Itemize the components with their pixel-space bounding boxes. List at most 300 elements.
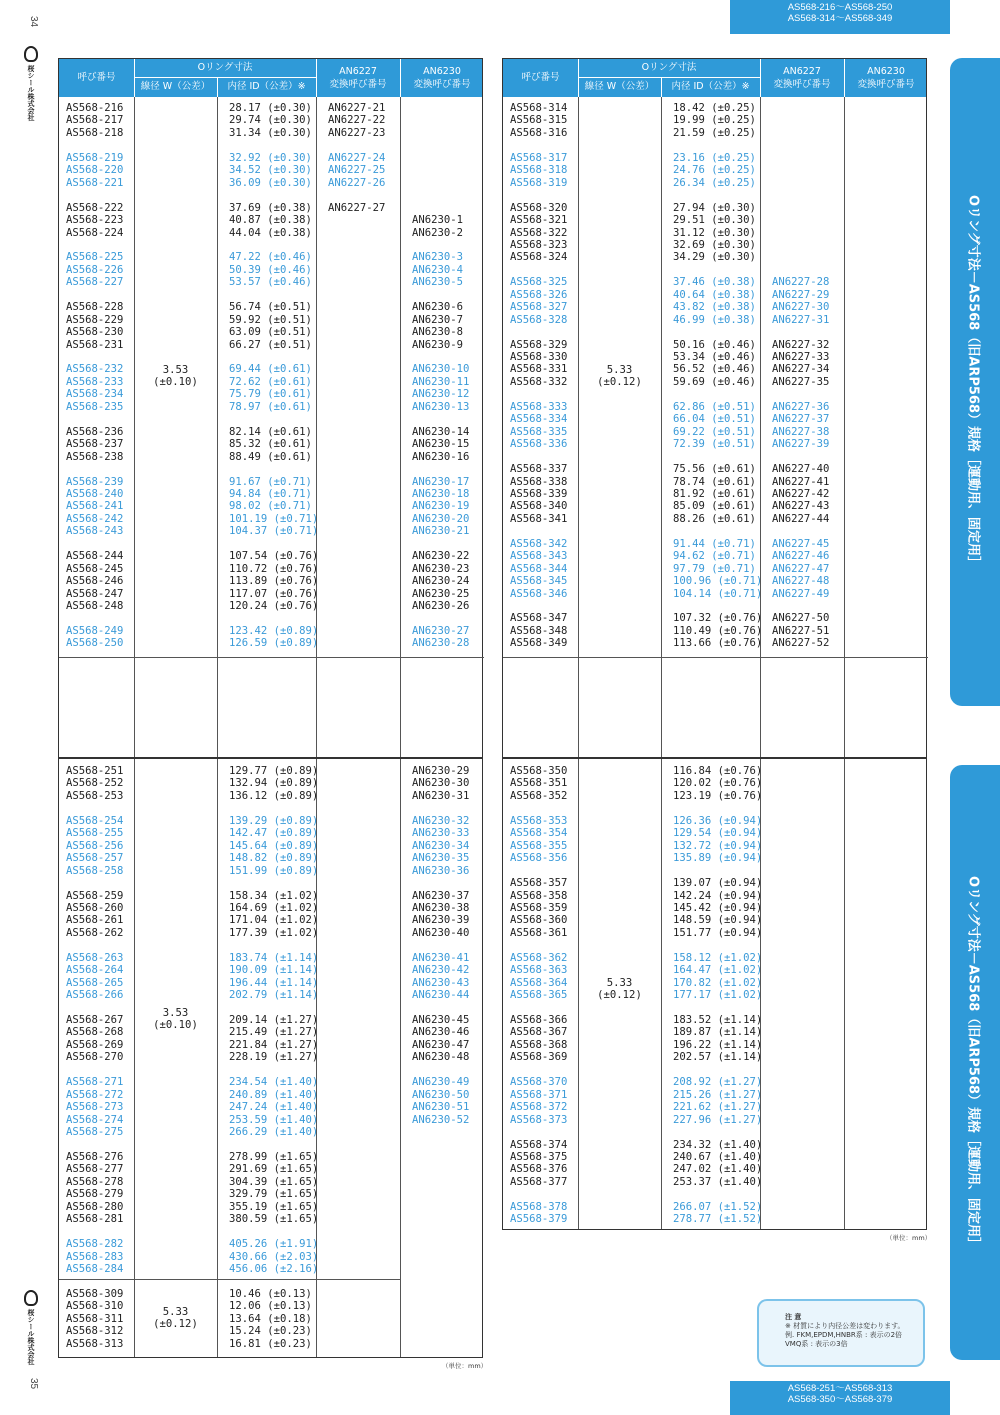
table-cell-inner-diameter: 43.82 (±0.38): [673, 301, 756, 314]
table-cell-an6230: AN6230-24: [412, 575, 470, 588]
table-cell-name: AS568-280: [66, 1200, 124, 1213]
header-column-divider: [578, 59, 579, 97]
table-cell-inner-diameter: 240.67 (±1.40): [673, 1150, 763, 1163]
header-an6230-conv: 変換呼び番号: [413, 79, 471, 90]
table-cell-inner-diameter: 120.24 (±0.76): [229, 600, 319, 612]
table-cell-inner-diameter: 19.99 (±0.25): [673, 114, 756, 127]
table-cell-name: AS568-340: [510, 500, 568, 513]
table-cell-inner-diameter: 227.96 (±1.27): [673, 1113, 763, 1126]
company-logo-bottom: [24, 1290, 38, 1365]
table-cell-inner-diameter: 209.14 (±1.27): [229, 1014, 319, 1026]
table-cell-inner-diameter: 27.94 (±0.30): [673, 201, 756, 214]
table-cell-inner-diameter: 329.79 (±1.65): [229, 1188, 319, 1201]
table-cell-name: AS568-223: [66, 214, 124, 227]
table-cell-name: AS568-335: [510, 425, 568, 438]
column-divider: [134, 97, 135, 757]
table-cell-name: AS568-333: [510, 400, 568, 413]
table-cell-an6227: AN6227-52: [772, 637, 830, 650]
table-cell-an6227: AN6227-39: [772, 438, 830, 451]
table-cell-an6227: AN6227-45: [772, 537, 830, 550]
table-cell-name: AS568-283: [66, 1250, 124, 1263]
table-cell-an6227: AN6227-38: [772, 425, 830, 438]
column-divider: [316, 97, 317, 757]
header-inner-diameter: 内径 ID（公差）※: [227, 81, 306, 92]
table-cell-name: AS568-221: [66, 176, 124, 189]
table-cell-an6230: AN6230-35: [412, 852, 470, 865]
table-cell-an6230: AN6230-30: [412, 777, 470, 790]
table-cell-name: AS568-216: [66, 102, 124, 114]
table-cell-name: AS568-372: [510, 1101, 568, 1114]
table-cell-an6230: AN6230-44: [412, 989, 470, 1002]
table-cell-an6230: AN6230-38: [412, 901, 470, 914]
table-cell-an6230: AN6230-40: [412, 926, 470, 939]
table-cell-inner-diameter: 202.57 (±1.14): [673, 1051, 763, 1064]
table-cell-an6230: AN6230-27: [412, 624, 470, 637]
table-cell-an6230: AN6230-3: [412, 251, 464, 264]
oring-table-bottom-left: [58, 758, 483, 1358]
table-cell-name: AS568-233: [66, 375, 124, 388]
table-cell-width-tolerance: (±0.10): [153, 1019, 198, 1032]
table-cell-name: AS568-273: [66, 1101, 124, 1114]
table-cell-name: AS568-219: [66, 151, 124, 164]
table-cell-inner-diameter: 32.69 (±0.30): [673, 238, 756, 251]
table-cell-name: AS568-253: [66, 789, 124, 802]
table-cell-inner-diameter: 29.74 (±0.30): [229, 114, 312, 127]
table-cell-inner-diameter: 94.62 (±0.71): [673, 550, 756, 563]
banner-line: AS568-314～AS568-349: [787, 13, 893, 24]
header-width: 線径 W（公差）: [140, 81, 211, 92]
table-cell-width-tolerance: (±0.12): [597, 376, 642, 389]
table-cell-name: AS568-234: [66, 388, 124, 401]
table-cell-name: AS568-254: [66, 814, 124, 827]
table-cell-an6230: AN6230-29: [412, 765, 470, 777]
table-cell-inner-diameter: 40.64 (±0.38): [673, 288, 756, 301]
table-header: [503, 59, 926, 97]
table-cell-an6230: AN6230-20: [412, 512, 470, 525]
table-cell-width: 5.33: [606, 977, 633, 989]
table-cell-name: AS568-326: [510, 288, 568, 301]
table-cell-name: AS568-347: [510, 612, 568, 625]
table-cell-name: AS568-259: [66, 889, 124, 902]
header-column-divider: [400, 59, 401, 97]
table-cell-name: AS568-378: [510, 1200, 568, 1213]
table-cell-an6227: AN6227-36: [772, 400, 830, 413]
table-cell-name: AS568-252: [66, 777, 124, 790]
table-cell-inner-diameter: 94.84 (±0.71): [229, 487, 312, 500]
material-note: [757, 1299, 925, 1367]
table-cell-an6230: AN6230-8: [412, 326, 464, 339]
table-cell-inner-diameter: 135.89 (±0.94): [673, 852, 763, 865]
table-cell-an6227: AN6227-47: [772, 562, 830, 575]
table-cell-inner-diameter: 139.07 (±0.94): [673, 877, 763, 890]
header-name: 呼び番号: [77, 72, 116, 83]
table-cell-name: AS568-237: [66, 438, 124, 451]
table-cell-name: AS568-374: [510, 1138, 568, 1151]
table-cell-an6230: AN6230-26: [412, 600, 470, 612]
column-divider: [760, 97, 761, 757]
table-cell-inner-diameter: 123.19 (±0.76): [673, 789, 763, 802]
table-cell-an6227: AN6227-37: [772, 413, 830, 426]
table-cell-inner-diameter: 72.39 (±0.51): [673, 438, 756, 451]
oring-table-top-left: [58, 58, 483, 758]
table-cell-width-tolerance: (±0.10): [153, 376, 198, 389]
table-cell-name: AS568-346: [510, 587, 568, 600]
table-cell-name: AS568-276: [66, 1150, 124, 1163]
table-cell-inner-diameter: 291.69 (±1.65): [229, 1163, 319, 1176]
table-cell-name: AS568-268: [66, 1026, 124, 1039]
table-cell-inner-diameter: 16.81 (±0.23): [229, 1337, 312, 1350]
table-cell-name: AS568-248: [66, 600, 124, 612]
table-cell-inner-diameter: 177.39 (±1.02): [229, 926, 319, 939]
column-divider: [400, 97, 401, 757]
table-cell-name: AS568-350: [510, 765, 568, 777]
table-cell-inner-diameter: 304.39 (±1.65): [229, 1175, 319, 1188]
table-cell-an6227: AN6227-30: [772, 301, 830, 314]
table-cell-name: AS568-312: [66, 1325, 124, 1338]
table-cell-inner-diameter: 13.64 (±0.18): [229, 1312, 312, 1325]
table-cell-an6230: AN6230-15: [412, 438, 470, 451]
table-cell-name: AS568-357: [510, 877, 568, 890]
table-cell-inner-diameter: 164.69 (±1.02): [229, 901, 319, 914]
table-cell-width: 3.53: [162, 1007, 189, 1019]
table-cell-name: AS568-327: [510, 301, 568, 314]
column-divider: [844, 97, 845, 757]
table-cell-inner-diameter: 208.92 (±1.27): [673, 1076, 763, 1089]
table-cell-an6230: AN6230-23: [412, 562, 470, 575]
table-cell-inner-diameter: 113.89 (±0.76): [229, 575, 319, 588]
table-cell-name: AS568-371: [510, 1088, 568, 1101]
table-cell-name: AS568-342: [510, 537, 568, 550]
table-cell-name: AS568-218: [66, 126, 124, 139]
table-cell-name: AS568-351: [510, 777, 568, 790]
table-cell-inner-diameter: 196.22 (±1.14): [673, 1038, 763, 1051]
table-header: [59, 59, 482, 97]
table-cell-name: AS568-364: [510, 976, 568, 989]
table-cell-an6227: AN6227-25: [328, 164, 386, 177]
table-cell-inner-diameter: 240.89 (±1.40): [229, 1088, 319, 1101]
table-cell-name: AS568-217: [66, 114, 124, 127]
table-cell-an6230: AN6230-18: [412, 487, 470, 500]
table-cell-inner-diameter: 36.09 (±0.30): [229, 176, 312, 189]
note-line: VMQ系 : 表示の3倍: [785, 1340, 848, 1348]
table-cell-name: AS568-343: [510, 550, 568, 563]
table-cell-inner-diameter: 75.56 (±0.61): [673, 463, 756, 476]
table-cell-name: AS568-231: [66, 338, 124, 351]
table-cell-inner-diameter: 63.09 (±0.51): [229, 326, 312, 339]
table-cell-name: AS568-224: [66, 226, 124, 239]
table-cell-name: AS568-360: [510, 914, 568, 927]
table-cell-width-tolerance: (±0.12): [153, 1318, 198, 1330]
table-cell-an6230: AN6230-22: [412, 550, 470, 563]
table-cell-an6230: AN6230-50: [412, 1088, 470, 1101]
table-cell-name: AS568-332: [510, 375, 568, 388]
table-cell-name: AS568-277: [66, 1163, 124, 1176]
column-divider: [661, 97, 662, 757]
table-cell-name: AS568-229: [66, 313, 124, 326]
header-column-divider: [844, 59, 845, 97]
table-cell-an6227: AN6227-42: [772, 487, 830, 500]
table-cell-name: AS568-320: [510, 201, 568, 214]
table-cell-an6227: AN6227-51: [772, 624, 830, 637]
table-cell-inner-diameter: 10.46 (±0.13): [229, 1288, 312, 1300]
table-cell-name: AS568-222: [66, 201, 124, 214]
table-cell-name: AS568-271: [66, 1076, 124, 1089]
header-inner-diameter: 内径 ID（公差）※: [671, 81, 750, 92]
table-cell-inner-diameter: 88.26 (±0.61): [673, 512, 756, 525]
header-column-divider: [134, 59, 135, 97]
table-cell-inner-diameter: 430.66 (±2.03): [229, 1250, 319, 1263]
table-cell-inner-diameter: 34.52 (±0.30): [229, 164, 312, 177]
table-cell-inner-diameter: 183.52 (±1.14): [673, 1014, 763, 1026]
table-cell-inner-diameter: 91.44 (±0.71): [673, 537, 756, 550]
table-cell-inner-diameter: 66.04 (±0.51): [673, 413, 756, 426]
table-cell-inner-diameter: 278.99 (±1.65): [229, 1150, 319, 1163]
table-cell-name: AS568-356: [510, 852, 568, 865]
table-cell-name: AS568-310: [66, 1300, 124, 1313]
table-cell-name: AS568-261: [66, 914, 124, 927]
table-cell-inner-diameter: 82.14 (±0.61): [229, 425, 312, 438]
header-an6227-conv: 変換呼び番号: [773, 79, 831, 90]
table-cell-an6227: AN6227-48: [772, 575, 830, 588]
table-cell-name: AS568-239: [66, 475, 124, 488]
column-divider: [217, 97, 218, 757]
table-cell-inner-diameter: 75.79 (±0.61): [229, 388, 312, 401]
table-cell-inner-diameter: 12.06 (±0.13): [229, 1300, 312, 1313]
note-title: 注 意: [785, 1313, 802, 1321]
table-cell-name: AS568-375: [510, 1150, 568, 1163]
table-cell-inner-diameter: 98.02 (±0.71): [229, 500, 312, 513]
table-cell-name: AS568-275: [66, 1126, 124, 1139]
table-cell-name: AS568-367: [510, 1026, 568, 1039]
column-divider: [578, 97, 579, 757]
table-cell-inner-diameter: 88.49 (±0.61): [229, 450, 312, 463]
logo-mark-icon: [24, 1290, 38, 1306]
table-cell-name: AS568-238: [66, 450, 124, 463]
range-banner-bottom: [730, 1381, 950, 1415]
table-cell-an6230: AN6230-43: [412, 976, 470, 989]
table-cell-an6230: AN6230-10: [412, 363, 470, 376]
table-cell-name: AS568-267: [66, 1014, 124, 1026]
table-cell-name: AS568-370: [510, 1076, 568, 1089]
column-divider: [134, 759, 135, 1357]
table-cell-name: AS568-257: [66, 852, 124, 865]
header-an6230: AN6230: [423, 66, 461, 77]
table-cell-inner-diameter: 32.92 (±0.30): [229, 151, 312, 164]
table-cell-an6227: AN6227-28: [772, 276, 830, 289]
table-cell-inner-diameter: 113.66 (±0.76): [673, 637, 763, 650]
table-cell-name: AS568-324: [510, 251, 568, 264]
note-line: 例. FKM,EPDM,HNBR系 : 表示の2倍: [785, 1331, 903, 1339]
table-cell-an6230: AN6230-9: [412, 338, 464, 351]
table-cell-name: AS568-365: [510, 989, 568, 1002]
table-cell-inner-diameter: 196.44 (±1.14): [229, 976, 319, 989]
table-cell-name: AS568-220: [66, 164, 124, 177]
table-cell-an6230: AN6230-5: [412, 276, 464, 289]
table-cell-name: AS568-348: [510, 624, 568, 637]
table-cell-an6230: AN6230-25: [412, 587, 470, 600]
table-cell-inner-diameter: 221.84 (±1.27): [229, 1038, 319, 1051]
table-cell-name: AS568-311: [66, 1312, 124, 1325]
table-cell-an6230: AN6230-12: [412, 388, 470, 401]
table-cell-an6230: AN6230-21: [412, 525, 470, 538]
oring-table-top-right: [502, 58, 927, 758]
header-an6227: AN6227: [339, 66, 377, 77]
table-cell-an6230: AN6230-13: [412, 400, 470, 413]
side-tab-bottom: [950, 765, 1000, 1360]
table-cell-an6227: AN6227-50: [772, 612, 830, 625]
table-cell-name: AS568-281: [66, 1213, 124, 1226]
table-cell-an6230: AN6230-32: [412, 814, 470, 827]
table-cell-name: AS568-366: [510, 1014, 568, 1026]
table-cell-name: AS568-321: [510, 214, 568, 227]
table-cell-an6227: AN6227-21: [328, 102, 386, 114]
side-tab-label: Oリング寸法－AS568（旧ARP568）規格［運動用、固定用］: [965, 194, 981, 570]
header-column-divider: [661, 77, 662, 97]
table-cell-inner-diameter: 107.32 (±0.76): [673, 612, 763, 625]
table-cell-name: AS568-349: [510, 637, 568, 650]
table-cell-name: AS568-236: [66, 425, 124, 438]
table-cell-inner-diameter: 126.36 (±0.94): [673, 814, 763, 827]
table-cell-inner-diameter: 123.42 (±0.89): [229, 624, 319, 637]
header-divider: [134, 77, 316, 78]
table-cell-inner-diameter: 189.87 (±1.14): [673, 1026, 763, 1039]
table-cell-inner-diameter: 15.24 (±0.23): [229, 1325, 312, 1338]
table-cell-inner-diameter: 456.06 (±2.16): [229, 1263, 319, 1275]
table-cell-inner-diameter: 151.77 (±0.94): [673, 926, 763, 939]
table-cell-inner-diameter: 34.29 (±0.30): [673, 251, 756, 264]
table-cell-inner-diameter: 266.07 (±1.52): [673, 1200, 763, 1213]
table-cell-an6230: AN6230-51: [412, 1101, 470, 1114]
table-cell-name: AS568-243: [66, 525, 124, 538]
table-cell-name: AS568-278: [66, 1175, 124, 1188]
header-oring-dims: Oリング寸法: [641, 62, 697, 73]
table-cell-an6227: AN6227-27: [328, 201, 386, 214]
table-cell-name: AS568-338: [510, 475, 568, 488]
table-cell-inner-diameter: 234.32 (±1.40): [673, 1138, 763, 1151]
table-cell-inner-diameter: 136.12 (±0.89): [229, 789, 319, 802]
table-cell-inner-diameter: 164.47 (±1.02): [673, 964, 763, 977]
table-cell-name: AS568-345: [510, 575, 568, 588]
table-cell-inner-diameter: 26.34 (±0.25): [673, 176, 756, 189]
table-cell-name: AS568-255: [66, 827, 124, 840]
table-cell-name: AS568-240: [66, 487, 124, 500]
table-cell-an6227: AN6227-32: [772, 338, 830, 351]
company-name: 桜シール株式会社: [27, 1309, 35, 1365]
table-cell-an6230: AN6230-47: [412, 1038, 470, 1051]
table-cell-name: AS568-309: [66, 1288, 124, 1300]
table-cell-an6230: AN6230-16: [412, 450, 470, 463]
table-cell-inner-diameter: 151.99 (±0.89): [229, 864, 319, 877]
table-cell-an6227: AN6227-26: [328, 176, 386, 189]
table-cell-name: AS568-250: [66, 637, 124, 650]
header-an6227: AN6227: [783, 66, 821, 77]
note-line: ※ 材質により内径公差は変わります。: [785, 1322, 905, 1330]
table-cell-name: AS568-314: [510, 102, 568, 114]
table-cell-an6227: AN6227-29: [772, 288, 830, 301]
table-cell-inner-diameter: 170.82 (±1.02): [673, 976, 763, 989]
table-cell-an6230: AN6230-6: [412, 301, 464, 314]
table-cell-inner-diameter: 145.64 (±0.89): [229, 839, 319, 852]
table-cell-name: AS568-373: [510, 1113, 568, 1126]
table-cell-name: AS568-270: [66, 1051, 124, 1064]
table-cell-width-tolerance: (±0.12): [597, 989, 642, 1002]
table-cell-inner-diameter: 29.51 (±0.30): [673, 214, 756, 227]
table-cell-inner-diameter: 129.54 (±0.94): [673, 827, 763, 840]
table-cell-an6227: AN6227-43: [772, 500, 830, 513]
table-cell-name: AS568-316: [510, 126, 568, 139]
table-cell-an6227: AN6227-31: [772, 313, 830, 326]
table-cell-name: AS568-334: [510, 413, 568, 426]
table-cell-name: AS568-358: [510, 889, 568, 902]
table-cell-inner-diameter: 110.72 (±0.76): [229, 562, 319, 575]
table-cell-an6230: AN6230-49: [412, 1076, 470, 1089]
table-cell-an6230: AN6230-7: [412, 313, 464, 326]
table-cell-width: 5.33: [162, 1306, 189, 1318]
column-divider: [661, 759, 662, 1229]
table-cell-inner-diameter: 101.19 (±0.71): [229, 512, 319, 525]
table-cell-name: AS568-225: [66, 251, 124, 264]
header-an6227-conv: 変換呼び番号: [329, 79, 387, 90]
table-cell-inner-diameter: 21.59 (±0.25): [673, 126, 756, 139]
table-cell-inner-diameter: 46.99 (±0.38): [673, 313, 756, 326]
table-cell-inner-diameter: 104.14 (±0.71): [673, 587, 763, 600]
header-column-divider: [217, 77, 218, 97]
table-cell-name: AS568-353: [510, 814, 568, 827]
table-cell-inner-diameter: 126.59 (±0.89): [229, 637, 319, 650]
table-cell-name: AS568-354: [510, 827, 568, 840]
table-cell-inner-diameter: 78.74 (±0.61): [673, 475, 756, 488]
table-cell-an6230: AN6230-2: [412, 226, 464, 239]
table-cell-inner-diameter: 139.29 (±0.89): [229, 814, 319, 827]
table-cell-inner-diameter: 177.17 (±1.02): [673, 989, 763, 1002]
table-cell-inner-diameter: 148.59 (±0.94): [673, 914, 763, 927]
table-cell-inner-diameter: 110.49 (±0.76): [673, 624, 763, 637]
table-cell-inner-diameter: 253.59 (±1.40): [229, 1113, 319, 1126]
table-cell-inner-diameter: 59.69 (±0.46): [673, 375, 756, 388]
table-cell-name: AS568-318: [510, 164, 568, 177]
table-cell-inner-diameter: 85.09 (±0.61): [673, 500, 756, 513]
table-cell-an6227: AN6227-22: [328, 114, 386, 127]
table-cell-inner-diameter: 91.67 (±0.71): [229, 475, 312, 488]
table-cell-name: AS568-313: [66, 1337, 124, 1350]
table-cell-an6230: AN6230-19: [412, 500, 470, 513]
table-cell-an6230: AN6230-52: [412, 1113, 470, 1126]
side-tab-label: Oリング寸法－AS568（旧ARP568）規格［運動用、固定用］: [965, 875, 981, 1250]
table-cell-name: AS568-228: [66, 301, 124, 314]
header-divider: [578, 77, 760, 78]
table-cell-inner-diameter: 28.17 (±0.30): [229, 102, 312, 114]
table-cell-inner-diameter: 158.34 (±1.02): [229, 889, 319, 902]
table-cell-inner-diameter: 69.22 (±0.51): [673, 425, 756, 438]
table-cell-name: AS568-369: [510, 1051, 568, 1064]
table-cell-an6230: AN6230-48: [412, 1051, 470, 1064]
table-cell-inner-diameter: 158.12 (±1.02): [673, 951, 763, 964]
table-cell-inner-diameter: 132.94 (±0.89): [229, 777, 319, 790]
table-cell-name: AS568-227: [66, 276, 124, 289]
table-cell-name: AS568-251: [66, 765, 124, 777]
table-cell-name: AS568-244: [66, 550, 124, 563]
oring-table-bottom-right: [502, 758, 927, 1230]
header-column-divider: [760, 59, 761, 97]
table-cell-an6227: AN6227-23: [328, 126, 386, 139]
table-cell-inner-diameter: 31.12 (±0.30): [673, 226, 756, 239]
table-cell-name: AS568-258: [66, 864, 124, 877]
row-divider: [59, 1279, 400, 1280]
table-cell-inner-diameter: 132.72 (±0.94): [673, 839, 763, 852]
table-cell-an6230: AN6230-11: [412, 375, 470, 388]
table-cell-name: AS568-331: [510, 363, 568, 376]
table-cell-inner-diameter: 107.54 (±0.76): [229, 550, 319, 563]
